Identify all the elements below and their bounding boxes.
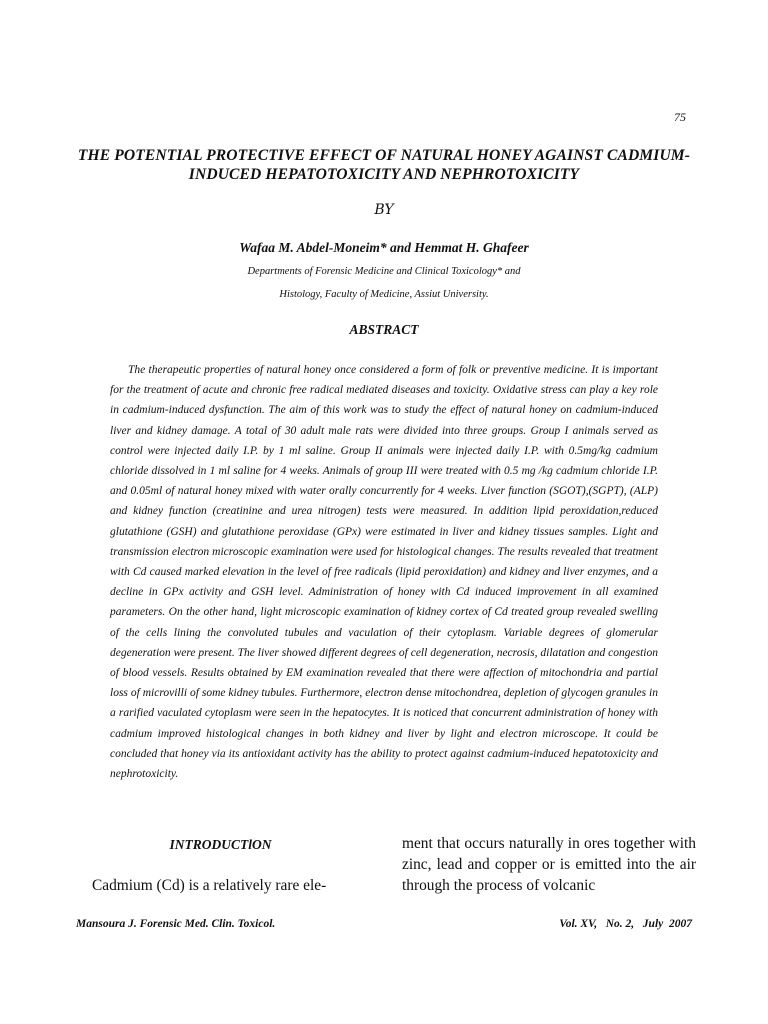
- affiliation-line-1: Departments of Forensic Medicine and Clinical Toxicology* and: [247, 266, 521, 277]
- introduction-left-column: Cadmium (Cd) is a relatively rare ele-: [92, 877, 327, 894]
- byline: BY: [374, 202, 394, 218]
- footer-journal: Mansoura J. Forensic Med. Clin. Toxicol.: [76, 918, 276, 930]
- authors: Wafaa M. Abdel-Moneim* and Hemmat H. Ghafeer: [239, 240, 529, 255]
- page-number: 75: [674, 110, 686, 124]
- affiliation-line-2: Histology, Faculty of Medicine, Assiut University.: [279, 289, 489, 300]
- abstract-heading: ABSTRACT: [349, 322, 419, 337]
- introduction-right-column: ment that occurs naturally in ores together with zinc, lead and copper or is emitted into the air through the process of volcanic: [402, 835, 696, 894]
- footer-volume: Vol. XV, No. 2, July 2007: [559, 918, 692, 930]
- introduction-heading: INTRODUCTlON: [169, 837, 272, 852]
- abstract-body: The therapeutic properties of natural honey once considered a form of folk or preventive medicine. It is important for the treatment of acute and chronic free radical mediated diseases and toxicity. Oxidative stress can play a key role in cadmium-induced dysfunction. The aim of this work was to study the effect of natural honey on cadmium-induced liver and kidney damage. A total of 30 adult male rats were divided into three groups. Group I animals served as control were injected daily I.P. by 1 ml saline. Group II animals were injected daily I.P. with 0.5mg/kg cadmium chloride dissolved in 1 ml saline for 4 weeks. Animals of group III were treated with 0.5 mg /kg cadmium chloride I.P. and 0.05ml of natural honey mixed with water orally concurrently for 4 weeks. Liver function (SGOT),(SGPT), (ALP) and kidney function (creatinine and urea nitrogen) tests were measured. In addition lipid peroxidation,reduced glutathione (GSH) and glutathione peroxidase (GPx) were estimated in liver and kidney tissues samples. Light and transmission electron microscopic examination were used for histological changes. The results revealed that treatment with Cd caused marked elevation in the level of free radicals (lipid peroxidation) and kidney and liver enzymes, and a decline in GPx activity and GSH level. Administration of honey with Cd induced improvement in all examined parameters. On the other hand, light microscopic examination of kidney cortex of Cd treated group revealed swelling of the cells lining the convoluted tubules and vaculation of their cytoplasm. Variable degrees of glomerular degeneration were present. The liver showed different degrees of cell degeneration, necrosis, dilatation and congestion of blood vessels. Results obtained by EM examination revealed that there were affection of mitochondria and partial loss of microvilli of some kidney tubules. Furthermore, electron dense mitochondrea, depletion of glycogen granules in a rarified vaculated cytoplasm were seen in the hepatocytes. It is noticed that concurrent administration of honey with cadmium improved histological changes in both kidney and liver by light and electron microscope. It could be concluded that honey via its antioxidant activity has the ability to protect against cadmium-induced hepatotoxicity and nephrotoxicity.: [110, 364, 658, 781]
- paper-title: THE POTENTIAL PROTECTIVE EFFECT OF NATURAL HONEY AGAINST CADMIUM-INDUCED HEPATOTOXICITY AND NEPHROTOXICITY: [77, 147, 691, 183]
